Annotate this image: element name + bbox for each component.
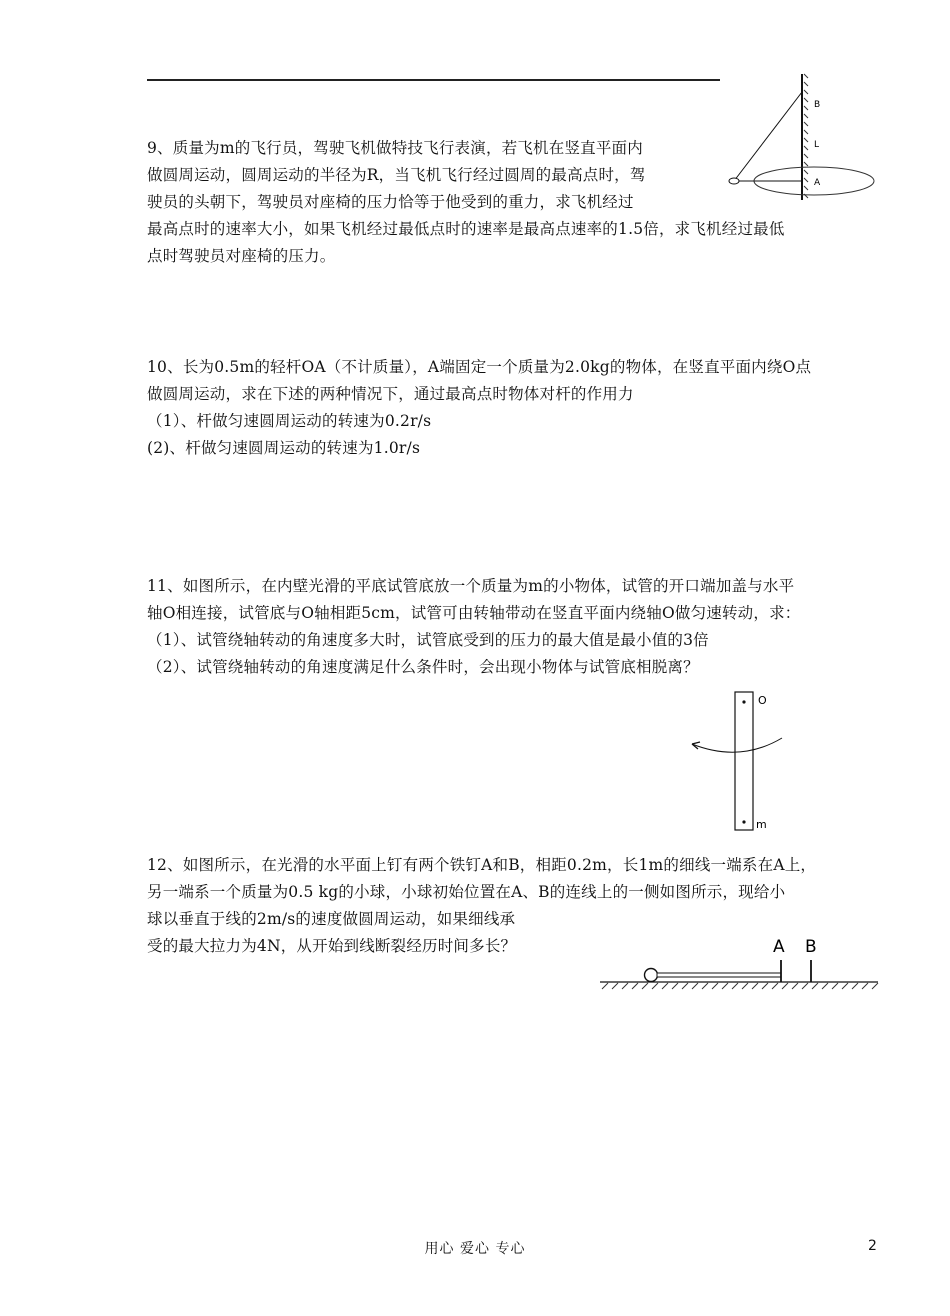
q11-line-2: 轴O相连接，试管底与O轴相距5cm，试管可由转轴带动在竖直平面内绕轴O做匀速转动，求： bbox=[147, 604, 801, 622]
q12-line-2: 另一端系一个质量为0.5 kg的小球，小球初始位置在A、B的连线上的一侧如图所示，现给小 bbox=[147, 883, 786, 901]
q11-figure-test-tube bbox=[680, 688, 790, 836]
q9-line-5: 点时驾驶员对座椅的压力。 bbox=[147, 247, 336, 265]
string bbox=[657, 973, 781, 977]
label-o: O bbox=[758, 694, 767, 707]
q10-line-4: (2)、杆做匀速圆周运动的转速为1.0r/s bbox=[147, 439, 421, 457]
page-number: 2 bbox=[868, 1238, 877, 1254]
ball bbox=[729, 178, 739, 184]
q12-figure-nails bbox=[598, 930, 880, 996]
label-l: L bbox=[814, 140, 820, 150]
q10-line-2: 做圆周运动，求在下述的两种情况下，通过最高点时物体对杆的作用力 bbox=[147, 385, 634, 403]
q12-line-1: 12、如图所示，在光滑的水平面上钉有两个铁钉A和B，相距0.2m，长1m的细线一端系在A上， bbox=[147, 856, 817, 874]
q11-line-3: （1）、试管绕轴转动的角速度多大时，试管底受到的压力的最大值是最小值的3倍 bbox=[147, 631, 709, 649]
test-tube bbox=[735, 692, 753, 830]
q12-line-4: 受的最大拉力为4N，从开始到线断裂经历时间多长？ bbox=[147, 937, 517, 955]
top-rule bbox=[147, 79, 720, 81]
axis-o-point bbox=[742, 700, 745, 703]
label-b: B bbox=[805, 937, 817, 957]
q9-line-2: 做圆周运动，圆周运动的半径为R，当飞机飞行经过圆周的最高点时，驾 bbox=[147, 166, 646, 184]
label-a: A bbox=[814, 178, 821, 188]
q12-line-3: 球以垂直于线的2m/s的速度做圆周运动，如果细线承 bbox=[147, 910, 516, 928]
mass-point bbox=[742, 820, 745, 823]
q11-line-4: （2）、试管绕轴转动的角速度满足什么条件时，会出现小物体与试管底相脱离？ bbox=[147, 658, 699, 676]
ground-hatching bbox=[602, 983, 878, 989]
label-m: m bbox=[756, 818, 767, 831]
q9-line-3: 驶员的头朝下，驾驶员对座椅的压力恰等于他受到的重力，求飞机经过 bbox=[147, 193, 634, 211]
q9-line-1: 9、质量为m的飞行员，驾驶飞机做特技飞行表演，若飞机在竖直平面内 bbox=[147, 139, 643, 157]
q9-figure-conical-pendulum bbox=[724, 72, 880, 202]
q10-line-3: （1）、杆做匀速圆周运动的转速为0.2r/s bbox=[147, 412, 432, 430]
label-a: A bbox=[773, 937, 785, 957]
footer-motto: 用心 爱心 专心 bbox=[424, 1241, 526, 1257]
small-ball bbox=[645, 969, 658, 982]
q11-line-1: 11、如图所示，在内壁光滑的平底试管底放一个质量为m的小物体，试管的开口端加盖与水平 bbox=[147, 577, 795, 595]
q10-line-1: 10、长为0.5m的轻杆OA（不计质量），A端固定一个质量为2.0kg的物体，在竖直平面内绕O点 bbox=[147, 358, 812, 376]
label-b: B bbox=[814, 100, 821, 110]
q9-line-4: 最高点时的速率大小，如果飞机经过最低点时的速率是最高点速率的1.5倍，求飞机经过最低 bbox=[147, 220, 785, 238]
